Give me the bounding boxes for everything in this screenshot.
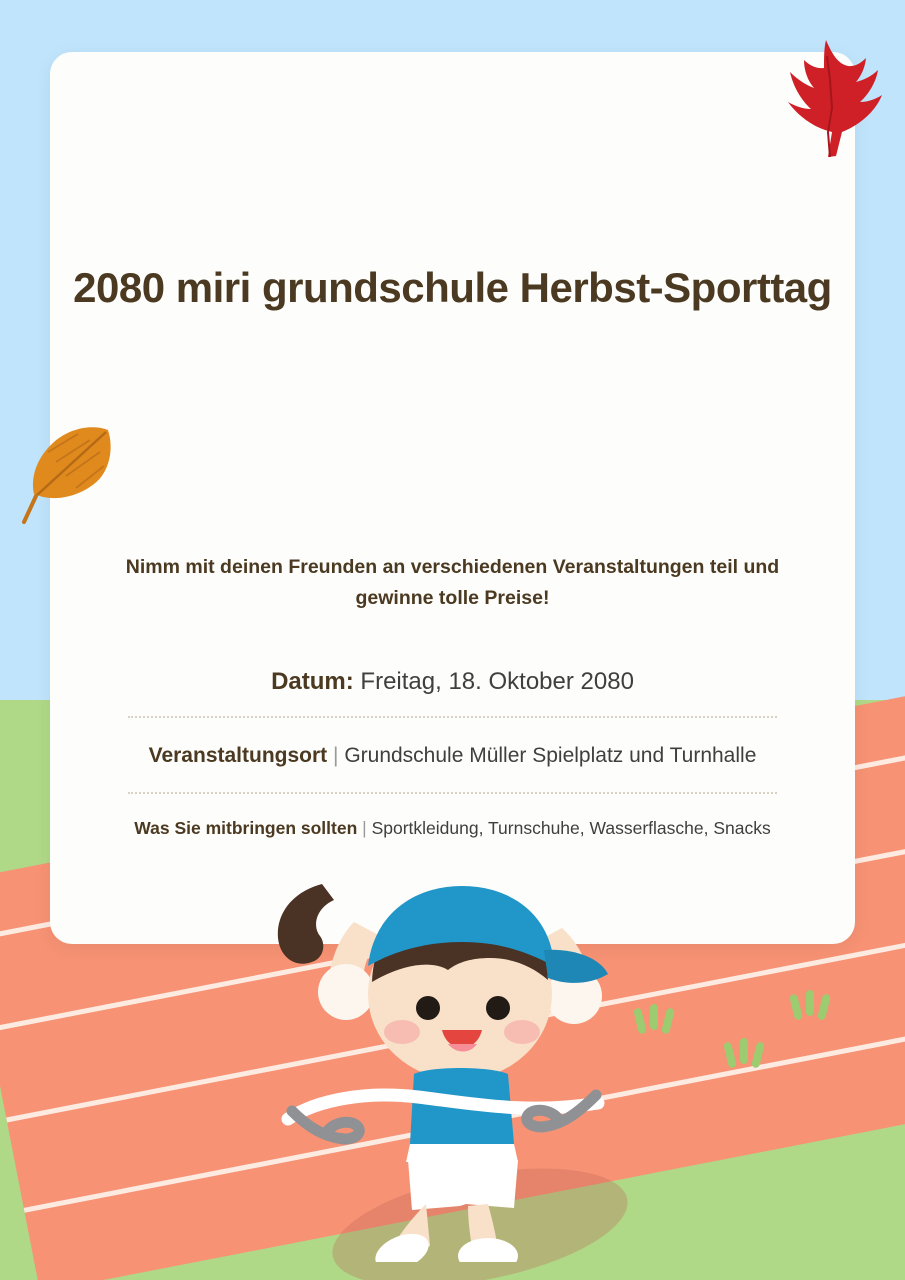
event-bring-separator: | <box>362 818 367 838</box>
grass-tuft-icon <box>806 990 814 1016</box>
event-venue-value: Grundschule Müller Spielplatz und Turnhalle <box>344 744 757 767</box>
running-child-illustration <box>262 862 642 1262</box>
content-card <box>50 52 855 944</box>
event-bring-row <box>90 818 815 839</box>
page-title: 2080 miri grundschule Herbst-Sporttag <box>73 264 832 311</box>
event-bring-value: Sportkleidung, Turnschuhe, Wasserflasche, Snacks <box>371 818 771 838</box>
grass-tuft-icon <box>650 1004 658 1030</box>
event-venue-separator: | <box>333 744 339 767</box>
grass-tuft-icon <box>740 1038 748 1064</box>
event-bring-label: Was Sie mitbringen sollten <box>134 818 358 838</box>
divider <box>128 792 777 794</box>
event-venue-label: Veranstaltungsort <box>148 744 328 767</box>
finish-line-ribbon-icon <box>278 1075 608 1155</box>
event-date-row <box>90 668 815 696</box>
event-date-value: Freitag, 18. Oktober 2080 <box>360 668 634 695</box>
divider <box>128 716 777 718</box>
oak-leaf-icon <box>18 418 128 533</box>
event-venue-row <box>90 744 815 768</box>
poster-subtitle: Nimm mit deinen Freunden an verschiedenen Veranstaltungen teil und gewinne tolle Preise! <box>125 556 780 610</box>
event-date-label: Datum: <box>271 668 354 695</box>
maple-leaf-icon <box>768 36 883 161</box>
